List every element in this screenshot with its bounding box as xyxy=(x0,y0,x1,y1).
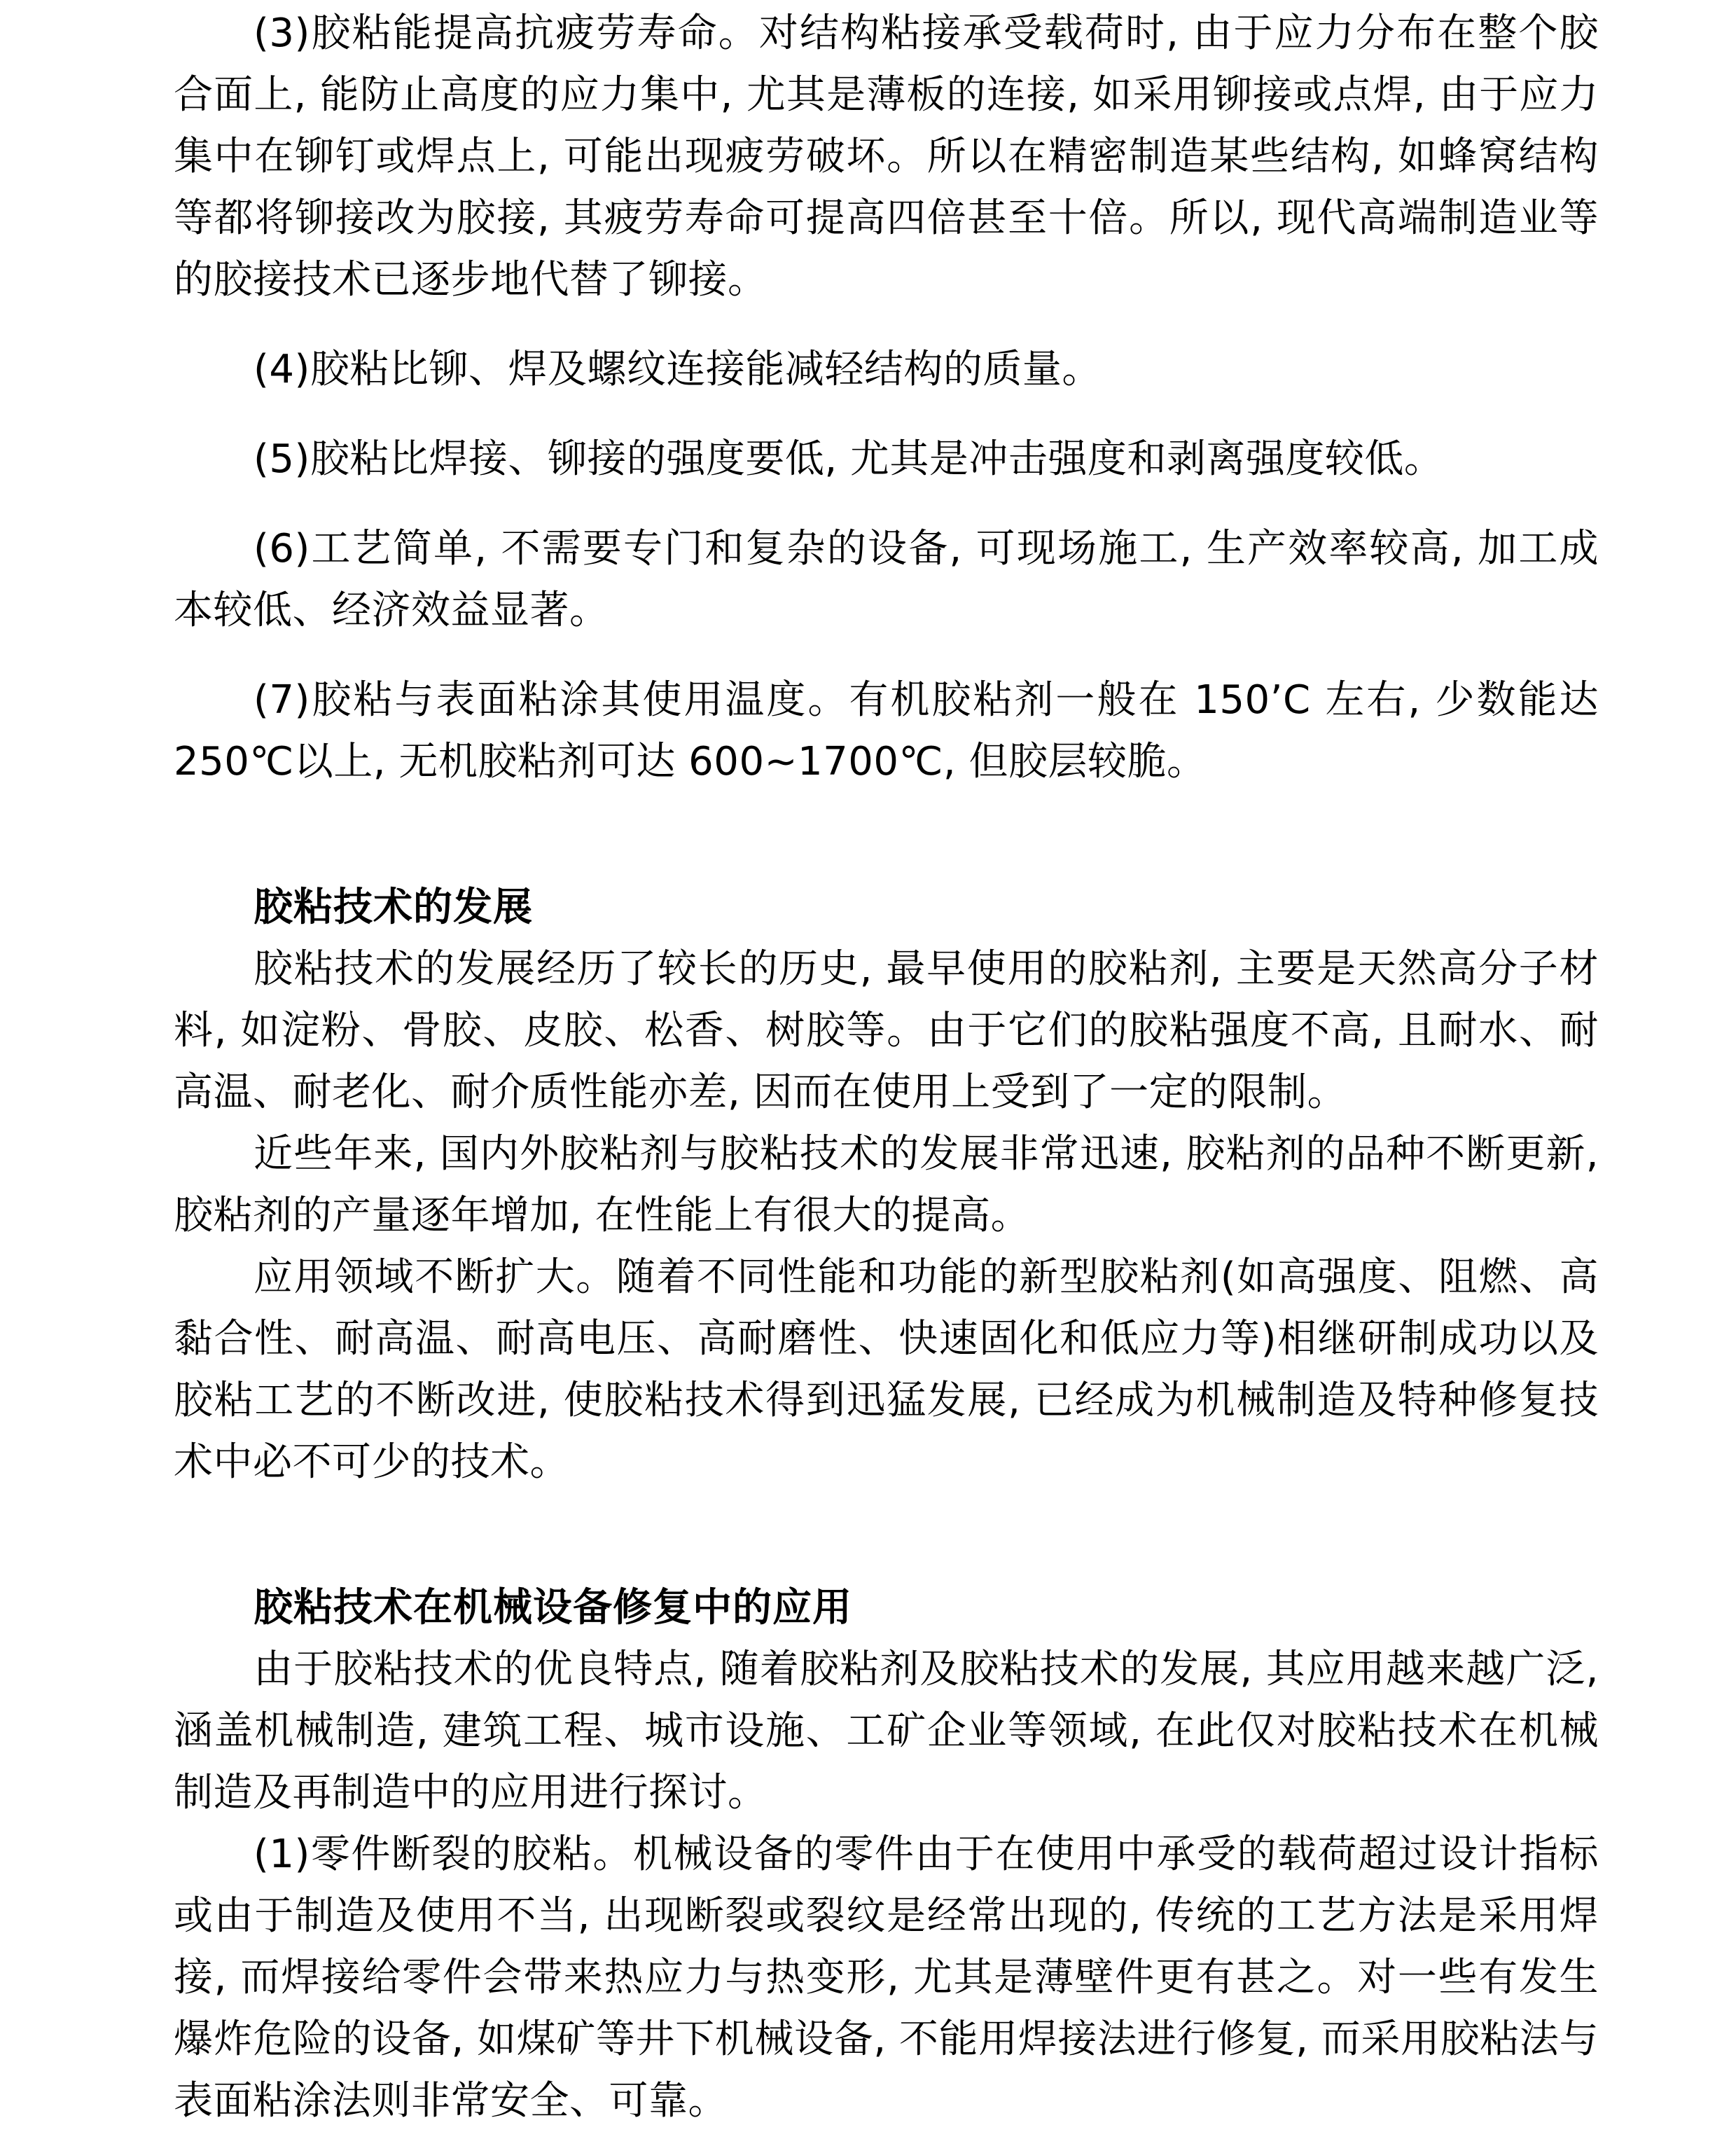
paragraph-item-3: (3)胶粘能提高抗疲劳寿命。对结构粘接承受载荷时, 由于应力分布在整个胶合面上, 能防止高度的应力集中, 尤其是薄板的连接, 如采用铆接或点焊, 由于应力集中在铆钉或焊点上, 可能出现疲劳破坏。所以在精密制造某些结构, 如蜂窝结构等都将铆接改为胶接, 其疲劳寿命可提高四倍甚至十倍。所以, 现代高端制造业等的胶接技术已逐步地代替了铆接。 xyxy=(174,11,1599,303)
paragraph-development-2: 近些年来, 国内外胶粘剂与胶粘技术的发展非常迅速, 胶粘剂的品种不断更新, 胶粘剂的产量逐年增加, 在性能上有很大的提高。 xyxy=(174,1131,1599,1238)
spacer xyxy=(174,311,1599,339)
spacer xyxy=(174,401,1599,429)
heading-development: 胶粘技术的发展 xyxy=(254,885,533,930)
heading-application: 胶粘技术在机械设备修复中的应用 xyxy=(254,1585,852,1631)
paragraph-item-7: (7)胶粘与表面粘涂其使用温度。有机胶粘剂一般在 150’C 左右, 少数能达 250℃以上, 无机胶粘剂可达 600~1700℃, 但胶层较脆。 xyxy=(174,677,1599,784)
document-body xyxy=(174,0,1599,2132)
paragraph-application-1: 由于胶粘技术的优良特点, 随着胶粘剂及胶粘技术的发展, 其应用越来越广泛, 涵盖机械制造, 建筑工程、城市设施、工矿企业等领域, 在此仅对胶粘技术在机械制造及再制造中的应用进行探讨。 xyxy=(174,1647,1599,1815)
paragraph-development-3: 应用领域不断扩大。随着不同性能和功能的新型胶粘剂(如高强度、阻燃、高黏合性、耐高温、耐高电压、高耐磨性、快速固化和低应力等)相继研制成功以及胶粘工艺的不断改进, 使胶粘技术得到迅猛发展, 已经成为机械制造及特种修复技术中必不可少的技术。 xyxy=(174,1254,1599,1485)
spacer xyxy=(174,490,1599,518)
spacer xyxy=(174,642,1599,670)
spacer xyxy=(174,1493,1599,1577)
paragraph-development-1: 胶粘技术的发展经历了较长的历史, 最早使用的胶粘剂, 主要是天然高分子材料, 如淀粉、骨胶、皮胶、松香、树胶等。由于它们的胶粘强度不高, 且耐水、耐高温、耐老化、耐介质性能亦差, 因而在使用上受到了一定的限制。 xyxy=(174,946,1599,1115)
paragraph-application-item-1: (1)零件断裂的胶粘。机械设备的零件由于在使用中承受的载荷超过设计指标或由于制造及使用不当, 出现断裂或裂纹是经常出现的, 传统的工艺方法是采用焊接, 而焊接给零件会带来热应力与热变形, 尤其是薄壁件更有甚之。对一些有发生爆炸危险的设备, 如煤矿等井下机械设备, 不能用焊接法进行修复, 而采用胶粘法与表面粘涂法则非常安全、可靠。 xyxy=(174,1832,1599,2124)
paragraph-item-4: (4)胶粘比铆、焊及螺纹连接能减轻结构的质量。 xyxy=(254,347,1102,392)
spacer xyxy=(174,793,1599,877)
paragraph-item-6: (6)工艺简单, 不需要专门和复杂的设备, 可现场施工, 生产效率较高, 加工成本较低、经济效益显著。 xyxy=(174,526,1599,633)
paragraph-item-5: (5)胶粘比焊接、铆接的强度要低, 尤其是冲击强度和剥离强度较低。 xyxy=(254,436,1444,482)
